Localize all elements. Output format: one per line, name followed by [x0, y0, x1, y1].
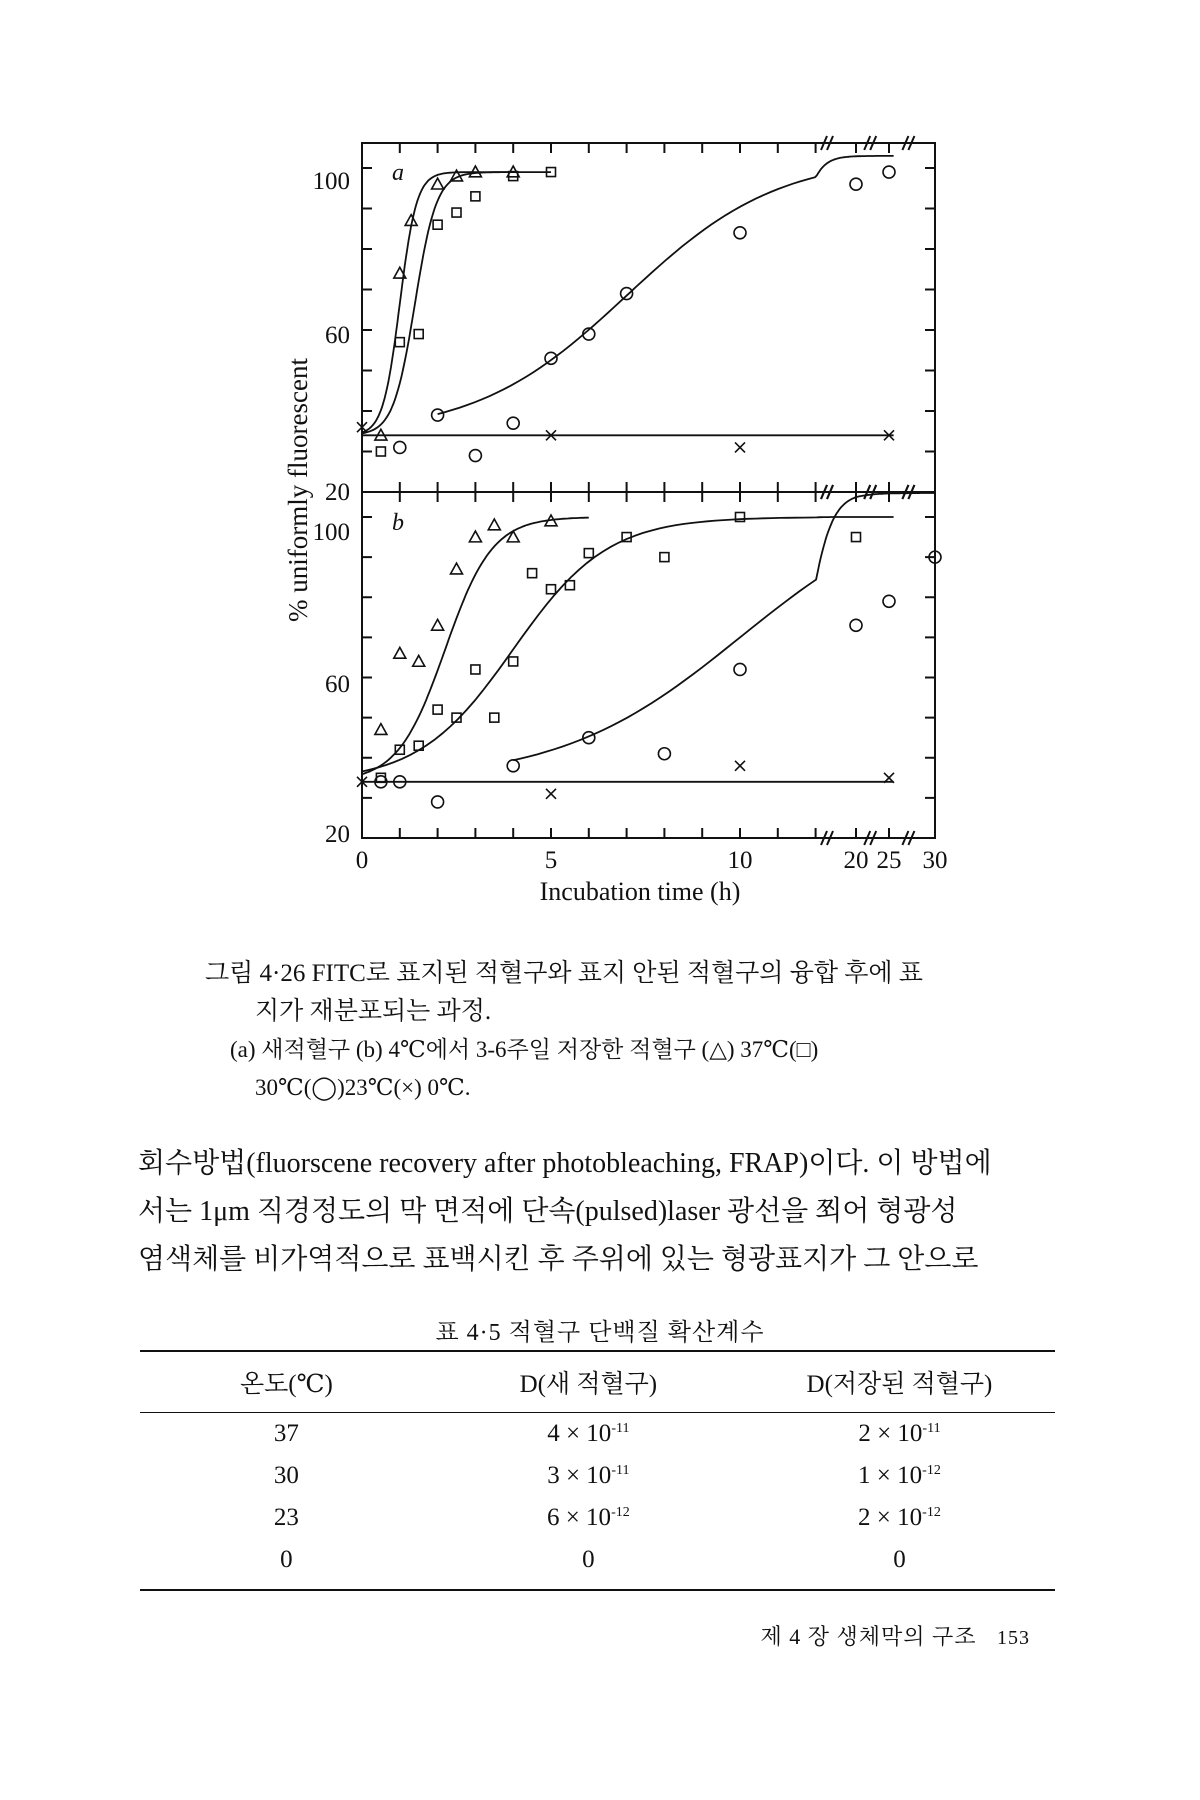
triangle-marker — [469, 531, 481, 542]
triangle-marker — [394, 647, 406, 658]
temperature-cell: 23 — [273, 1504, 299, 1531]
x-axis-label: Incubation time (h) — [539, 877, 741, 906]
y-tick-label: 100 — [312, 519, 350, 546]
panel-frame-b — [362, 492, 935, 838]
square-marker — [433, 220, 442, 229]
caption-legend: 30℃(◯)23℃(×) 0℃. — [255, 1075, 471, 1100]
y-tick-label: 60 — [325, 322, 350, 349]
x-tick-label: 25 — [876, 847, 902, 874]
y-tick-label: 20 — [325, 821, 350, 848]
temperature-cell: 37 — [273, 1420, 299, 1447]
axis-labels — [283, 160, 948, 906]
new-rbc-cell: $4 \times 10^{-11}$ — [547, 1420, 630, 1447]
square-marker — [660, 553, 669, 562]
chapter-title: 제 4 장 생체막의 구조 — [760, 1624, 977, 1649]
square-marker — [433, 705, 442, 714]
cross-marker — [735, 761, 745, 771]
panel-label: b — [392, 510, 404, 536]
circle-marker — [883, 595, 895, 607]
diffusion-table — [140, 1350, 1055, 1591]
x-tick-label: 0 — [355, 847, 369, 874]
circle-marker — [734, 227, 746, 239]
circle-marker — [507, 760, 519, 772]
caption-line: 지가 재분포되는 과정. — [255, 998, 492, 1025]
table-title: 표 4·5 적혈구 단백질 확산계수 — [435, 1320, 765, 1346]
triangle-marker — [413, 655, 425, 666]
circle-marker — [507, 417, 519, 429]
figure-axes — [362, 136, 935, 845]
cross-marker — [735, 442, 745, 452]
triangle-marker — [432, 619, 444, 630]
new-rbc-cell: $3 \times 10^{-11}$ — [547, 1462, 630, 1489]
circle-marker — [734, 663, 746, 675]
circle-marker — [621, 288, 633, 300]
x-tick-label: 20 — [843, 847, 869, 874]
stored-rbc-cell: 0 — [744, 1539, 1055, 1590]
triangle-marker — [488, 519, 500, 530]
body-line: 염색체를 비가역적으로 표백시킨 후 주위에 있는 형광표지가 그 안으로 — [138, 1244, 979, 1275]
body-paragraph — [138, 1140, 1068, 1284]
curve-23C — [513, 493, 935, 760]
table-row — [140, 1455, 1055, 1497]
curve-23C — [438, 156, 894, 414]
column-header: D(새 적혈구) — [433, 1351, 744, 1413]
square-marker — [376, 447, 385, 456]
circle-marker — [658, 748, 670, 760]
square-marker — [414, 330, 423, 339]
square-marker — [490, 713, 499, 722]
square-marker — [471, 192, 480, 201]
y-tick-label: 20 — [325, 479, 350, 506]
fitted-curves — [362, 156, 935, 782]
square-marker — [395, 338, 404, 347]
triangle-marker — [375, 724, 387, 735]
x-tick-label: 30 — [922, 847, 948, 874]
square-marker — [452, 208, 461, 217]
stored-rbc-cell: $2 \times 10^{-11}$ — [858, 1420, 941, 1447]
caption-legend: (a) 새적혈구 (b) 4℃에서 3-6주일 저장한 적혈구 (△) 37℃(□) — [230, 1037, 819, 1062]
curve-37C — [362, 172, 513, 432]
stored-rbc-cell: $2 \times 10^{-12}$ — [858, 1504, 941, 1531]
temperature-cell: 0 — [140, 1539, 433, 1590]
circle-marker — [545, 352, 557, 364]
square-marker — [584, 549, 593, 558]
curve-37C — [362, 518, 589, 775]
circle-marker — [883, 166, 895, 178]
square-marker — [528, 569, 537, 578]
table-header-row — [140, 1351, 1055, 1413]
triangle-marker — [432, 178, 444, 189]
new-rbc-cell: $6 \times 10^{-12}$ — [546, 1504, 630, 1531]
figure-caption — [205, 955, 1035, 1107]
square-marker — [852, 533, 861, 542]
body-line: 서는 1μm 직경정도의 막 면적에 단속(pulsed)laser 광선을 쬐어 형광성 — [138, 1196, 958, 1227]
circle-marker — [850, 619, 862, 631]
y-tick-label: 100 — [312, 168, 350, 195]
panel-frame-a — [362, 143, 935, 492]
data-points — [357, 166, 941, 808]
panel-label: a — [392, 160, 404, 186]
circle-marker — [850, 178, 862, 190]
stored-rbc-cell: $1 \times 10^{-12}$ — [858, 1462, 941, 1489]
page-number: 153 — [997, 1627, 1030, 1649]
table-row — [140, 1413, 1055, 1456]
circle-marker — [432, 796, 444, 808]
x-tick-label: 10 — [727, 847, 753, 874]
caption-line: 그림 4·26 FITC로 표지된 적혈구와 표지 안된 적혈구의 융합 후에 표 — [205, 960, 923, 987]
circle-marker — [432, 409, 444, 421]
x-tick-label: 5 — [544, 847, 558, 874]
square-marker — [547, 585, 556, 594]
column-header: D(저장된 적혈구) — [744, 1351, 1055, 1413]
curve-30C — [362, 517, 894, 772]
new-rbc-cell: 0 — [433, 1539, 744, 1590]
triangle-marker — [451, 563, 463, 574]
square-marker — [471, 665, 480, 674]
table-row — [140, 1539, 1055, 1590]
table-row — [140, 1497, 1055, 1539]
circle-marker — [394, 441, 406, 453]
curve-30C — [362, 172, 551, 433]
y-tick-label: 60 — [325, 671, 350, 698]
body-line: 회수방법(fluorscene recovery after photobleaching, FRAP)이다. 이 방법에 — [138, 1148, 992, 1179]
cross-marker — [546, 789, 556, 799]
temperature-cell: 30 — [273, 1462, 299, 1489]
column-header: 온도(℃) — [140, 1351, 433, 1413]
square-marker — [509, 657, 518, 666]
page-footer — [760, 1620, 1030, 1651]
y-axis-label: % uniformly fluorescent — [283, 358, 313, 622]
circle-marker — [469, 450, 481, 462]
